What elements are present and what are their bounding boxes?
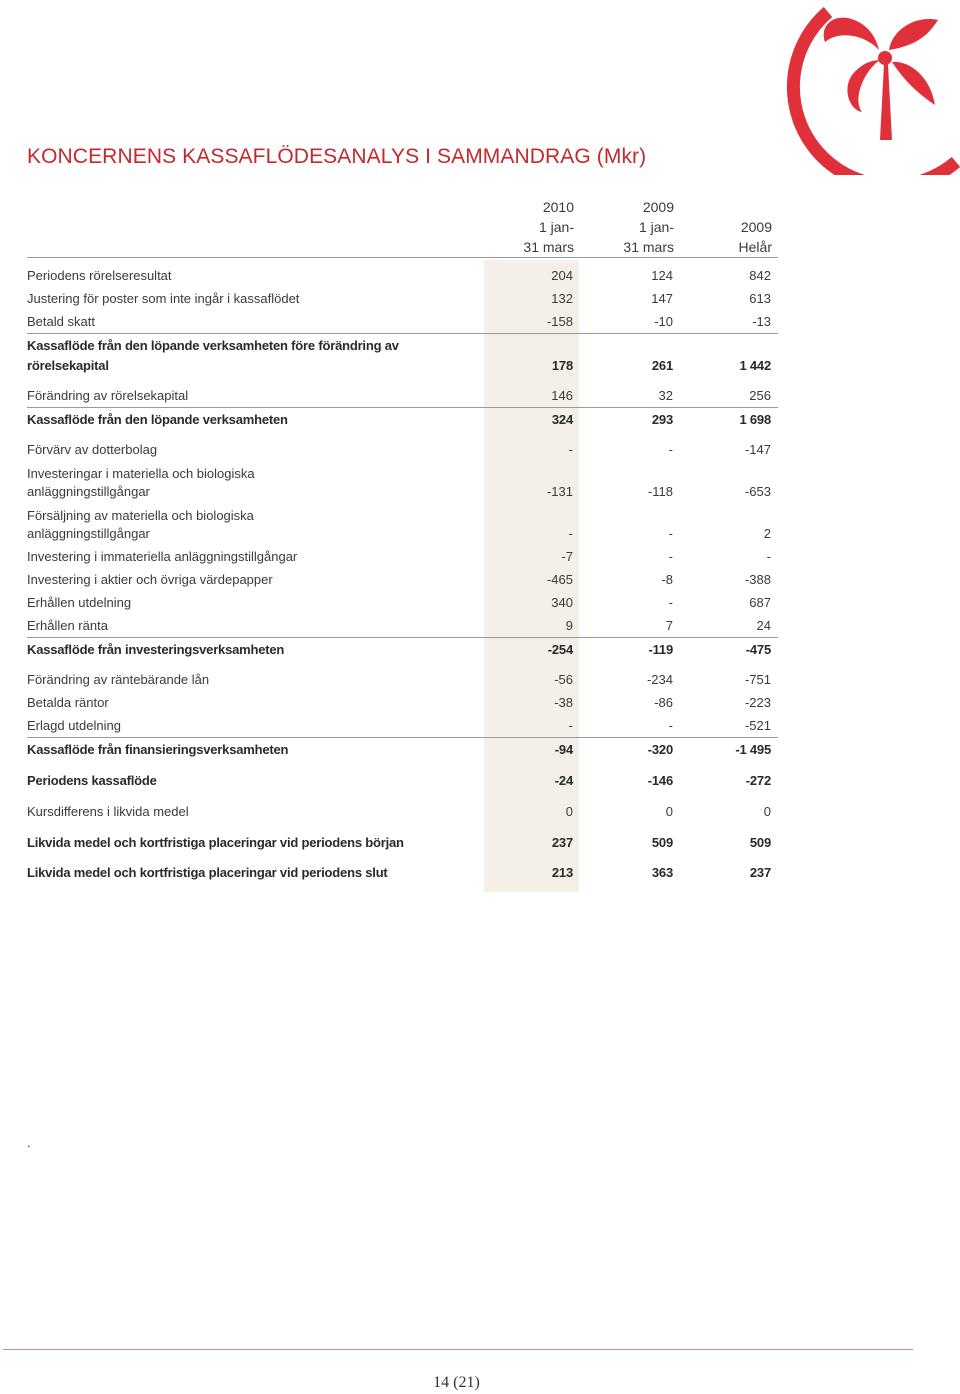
value-2009-full: 24	[756, 618, 771, 633]
value-2009-full: 256	[749, 388, 771, 403]
row-label: Kursdifferens i likvida medel	[27, 804, 189, 819]
column-header-2010-q1	[523, 197, 574, 257]
value-2009-full: 1 442	[739, 358, 771, 373]
row-label: Investering i aktier och övriga värdepapper	[27, 572, 273, 587]
value-2009-q1: -146	[647, 773, 673, 788]
value-2009-full: 842	[749, 268, 771, 283]
value-2009-q1: -	[668, 718, 673, 733]
row-label: Förändring av rörelsekapital	[27, 388, 189, 403]
value-2010-q1: -24	[554, 773, 573, 788]
row-label-line2: anläggningstillgångar	[27, 526, 150, 541]
value-2010-q1: 213	[551, 865, 573, 880]
value-2009-full: 0	[763, 804, 771, 819]
row-label-line1: Försäljning av materiella och biologiska	[27, 508, 254, 523]
row-label: Erhållen ränta	[27, 618, 108, 633]
value-2009-q1: 32	[658, 388, 673, 403]
value-2009-q1: 124	[651, 268, 673, 283]
row-divider	[27, 333, 778, 334]
value-2009-q1: 261	[651, 358, 673, 373]
value-2009-full: -	[766, 549, 771, 564]
row-label: Periodens kassaflöde	[27, 773, 157, 788]
value-2009-full: 237	[749, 865, 771, 880]
value-2009-q1: -	[668, 549, 673, 564]
value-2010-q1: 132	[551, 291, 573, 306]
row-label-line1: Kassaflöde från den löpande verksamheten före förändring av	[27, 338, 399, 353]
value-2010-q1: -	[568, 718, 573, 733]
column-header-line: 31 mars	[523, 239, 574, 255]
row-label: Erhållen utdelning	[27, 595, 132, 610]
footer-divider	[3, 1349, 913, 1350]
value-2010-q1: 178	[551, 358, 573, 373]
value-2009-full: 1 698	[739, 412, 771, 427]
value-2010-q1: 0	[565, 804, 573, 819]
row-label: Kassaflöde från den löpande verksamheten	[27, 412, 288, 427]
value-2010-q1: -158	[546, 314, 573, 329]
row-label: Kassaflöde från finansieringsverksamheten	[27, 742, 289, 757]
row-label: Kassaflöde från investeringsverksamheten	[27, 642, 285, 657]
row-label: Erlagd utdelning	[27, 718, 121, 733]
value-2009-q1: 7	[665, 618, 673, 633]
row-label: Periodens rörelseresultat	[27, 268, 172, 283]
value-2009-full: -521	[744, 718, 771, 733]
value-2009-q1: -119	[648, 642, 673, 657]
value-2009-q1: -234	[646, 672, 673, 687]
value-2009-q1: 363	[651, 865, 673, 880]
row-label: Förvärv av dotterbolag	[27, 442, 158, 457]
row-label: Betald skatt	[27, 314, 95, 329]
value-2009-q1: -	[668, 442, 673, 457]
row-divider	[27, 637, 778, 638]
value-2009-full: -223	[744, 695, 771, 710]
value-2009-full: 687	[749, 595, 771, 610]
value-2009-q1: 293	[651, 412, 673, 427]
value-2009-q1: 147	[651, 291, 673, 306]
value-2009-q1: -	[668, 526, 673, 541]
page-title: KONCERNENS KASSAFLÖDESANALYS I SAMMANDRAG (Mkr)	[27, 145, 647, 168]
value-2009-full: -653	[744, 484, 771, 499]
value-2009-full: 2	[763, 526, 771, 541]
row-label-line2: anläggningstillgångar	[27, 484, 150, 499]
column-header-line: 2009	[740, 219, 772, 235]
value-2010-q1: -56	[554, 672, 573, 687]
value-2009-q1: 509	[651, 835, 673, 850]
row-divider	[27, 407, 778, 408]
value-2009-full: -751	[744, 672, 771, 687]
column-header-line: 31 mars	[623, 239, 674, 255]
row-label: Investering i immateriella anläggningstillgångar	[27, 549, 298, 564]
value-2009-q1: -	[668, 595, 673, 610]
value-2010-q1: -94	[554, 742, 573, 757]
flower-logo-icon	[780, 0, 960, 175]
column-header-2009-q1	[623, 197, 674, 257]
row-label: Förändring av räntebärande lån	[27, 672, 210, 687]
row-label: Likvida medel och kortfristiga placeringar vid periodens början	[27, 835, 404, 850]
value-2010-q1: -254	[547, 642, 573, 657]
row-label: Betalda räntor	[27, 695, 109, 710]
value-2009-full: 613	[749, 291, 771, 306]
value-2009-q1: -86	[654, 695, 673, 710]
column-header-line: 2010	[542, 199, 574, 215]
value-2009-q1: -320	[647, 742, 673, 757]
value-2010-q1: 237	[551, 835, 573, 850]
value-2010-q1: 340	[551, 595, 573, 610]
column-header-line: 1 jan-	[538, 219, 574, 235]
row-label: Likvida medel och kortfristiga placeringar vid periodens slut	[27, 865, 388, 880]
column-header-line: 1 jan-	[638, 219, 674, 235]
column-header-2009-full	[739, 217, 772, 257]
value-2010-q1: -465	[546, 572, 573, 587]
row-label: Justering för poster som inte ingår i kassaflödet	[27, 291, 300, 306]
header-divider	[27, 257, 778, 258]
value-2010-q1: -38	[554, 695, 573, 710]
value-2010-q1: 324	[551, 412, 573, 427]
value-2009-full: 509	[749, 835, 771, 850]
value-2009-q1: -10	[654, 314, 673, 329]
value-2010-q1: -7	[561, 549, 573, 564]
row-divider	[27, 737, 778, 738]
value-2009-q1: -8	[661, 572, 673, 587]
page-number: 14 (21)	[433, 1374, 480, 1391]
value-2010-q1: 9	[565, 618, 573, 633]
column-header-line: 2009	[642, 199, 674, 215]
value-2009-full: -475	[745, 642, 771, 657]
value-2010-q1: -	[568, 526, 573, 541]
row-label-line1: Investeringar i materiella och biologiska	[27, 466, 255, 481]
value-2010-q1: 146	[551, 388, 573, 403]
column-header-line: Helår	[738, 239, 772, 255]
value-2009-full: -13	[752, 314, 771, 329]
footer-dot: .	[27, 1135, 31, 1150]
value-2009-full: -1 495	[735, 742, 771, 757]
row-label-line2: rörelsekapital	[27, 358, 109, 373]
value-2009-full: -147	[744, 442, 771, 457]
value-2010-q1: 204	[551, 268, 573, 283]
value-2009-q1: 0	[665, 804, 673, 819]
value-2009-full: -272	[745, 773, 771, 788]
value-2010-q1: -	[568, 442, 573, 457]
value-2009-full: -388	[744, 572, 771, 587]
value-2010-q1: -131	[546, 484, 573, 499]
value-2009-q1: -118	[647, 484, 673, 499]
